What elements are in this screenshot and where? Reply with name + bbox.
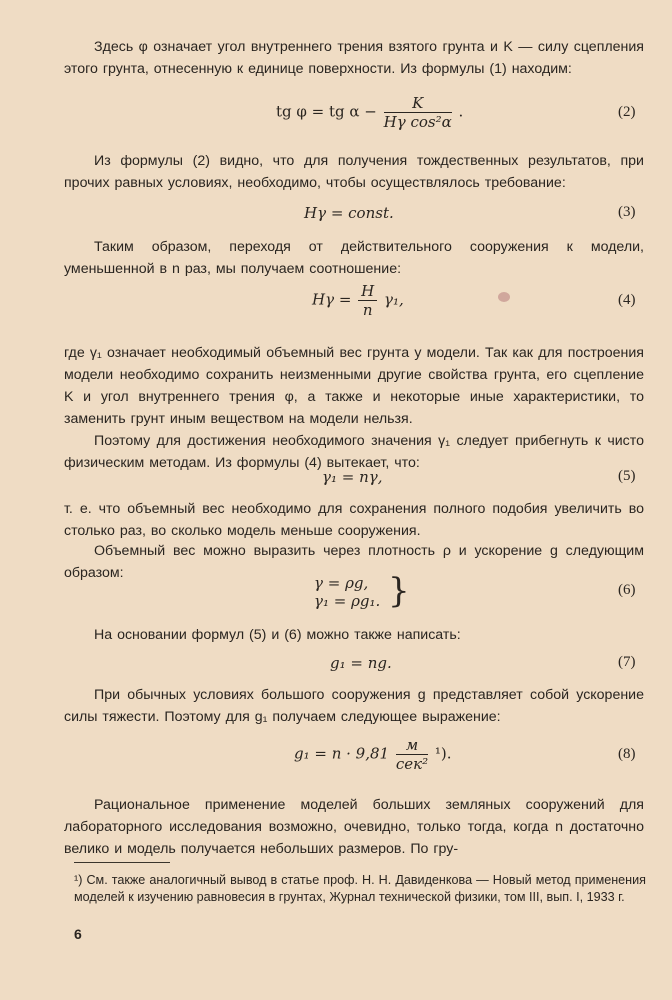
equation-label: (6) (618, 582, 636, 598)
eq-tail: . (458, 102, 464, 121)
equation-6 (0, 571, 672, 614)
equation-label: (5) (618, 468, 636, 484)
fraction (384, 94, 452, 131)
denominator: сек² (395, 755, 429, 773)
paragraph: Поэтому для достижения необходимого значения γ₁ следует прибегнуть к чисто физическим методам. Из формулы (4) вытекает, что: (64, 433, 644, 471)
eq-line-2: γ₁ = ρg₁. (314, 592, 381, 610)
equation-label: (8) (618, 746, 636, 762)
brace-symbol: } (388, 571, 410, 611)
paragraph: т. е. что объемный вес необходимо для сохранения полного подобия увеличить во столько раз, во сколько модель меньше сооружения. (64, 501, 644, 539)
numerator: K (384, 94, 452, 113)
paragraph: Объемный вес можно выразить через плотность ρ и ускорение g следующим образом: (64, 543, 644, 581)
paragraph: Рациональное применение моделей больших земляных сооружений для лабораторного исследования возможно, очевидно, только тогда, когда n достаточно велико и модель получается небольших размеров. По гру- (64, 797, 644, 857)
equation-2 (0, 92, 672, 136)
fraction (396, 736, 428, 773)
eq-lhs: tg φ = tg α − (276, 102, 377, 121)
paragraph: Из формулы (2) видно, что для получения тождественных результатов, при прочих равных условиях, необходимо, чтобы осуществлялось требование: (64, 153, 644, 191)
paragraph: При обычных условиях большого сооружения g представляет собой ускорение силы тяжести. Поэтому для g₁ получаем следующее выражение: (64, 687, 644, 725)
equation-label: (7) (618, 654, 636, 670)
eq-tail: γ₁, (384, 290, 404, 309)
paragraph: Таким образом, переходя от действительного сооружения к модели, уменьшенной в n раз, мы получаем соотношение: (64, 239, 644, 277)
numerator: м (396, 736, 428, 755)
eq-expr: g₁ = ng. (330, 654, 392, 672)
paragraph: На основании формул (5) и (6) можно также написать: (94, 627, 461, 643)
eq-expr: γ₁ = nγ, (322, 468, 383, 486)
equation-4 (0, 282, 672, 326)
fraction (358, 282, 377, 319)
numerator: H (358, 282, 377, 301)
denominator: Hγ cos²α (383, 113, 452, 131)
eq-expr: Hγ = const. (304, 204, 394, 222)
equation-8 (0, 736, 672, 780)
paragraph: Здесь φ означает угол внутреннего трения взятого грунта и K — силу сцепления этого грунта, отнесенную к единице поверхности. Из формулы (1) находим: (64, 39, 644, 77)
equation-label: (3) (618, 204, 636, 220)
footnote-divider (74, 862, 170, 863)
eq-line-1: γ = ρg, (314, 574, 369, 592)
page-number: 6 (74, 926, 82, 942)
footnote: ¹) См. также аналогичный вывод в статье проф. Н. Н. Давиденкова — Новый метод применения моделей к изучению равновесия в грунтах, Журнал технической физики, том III, вып. I, 1933 г. (74, 873, 646, 904)
eq-lhs: g₁ = n · 9,81 (294, 744, 390, 763)
equation-label: (4) (618, 292, 636, 308)
denominator: n (362, 301, 373, 319)
paragraph: где γ₁ означает необходимый объемный вес грунта у модели. Так как для построения модели необходимо сохранить неизменными другие свойства грунта, его сцепление K и угол внутреннего трения φ, а также и некоторые иные характеристики, то заменить грунт иным веществом на модели нельзя. (64, 345, 644, 427)
eq-lhs: Hγ = (312, 290, 352, 309)
equation-label: (2) (618, 104, 636, 120)
eq-tail: ¹). (434, 744, 452, 763)
